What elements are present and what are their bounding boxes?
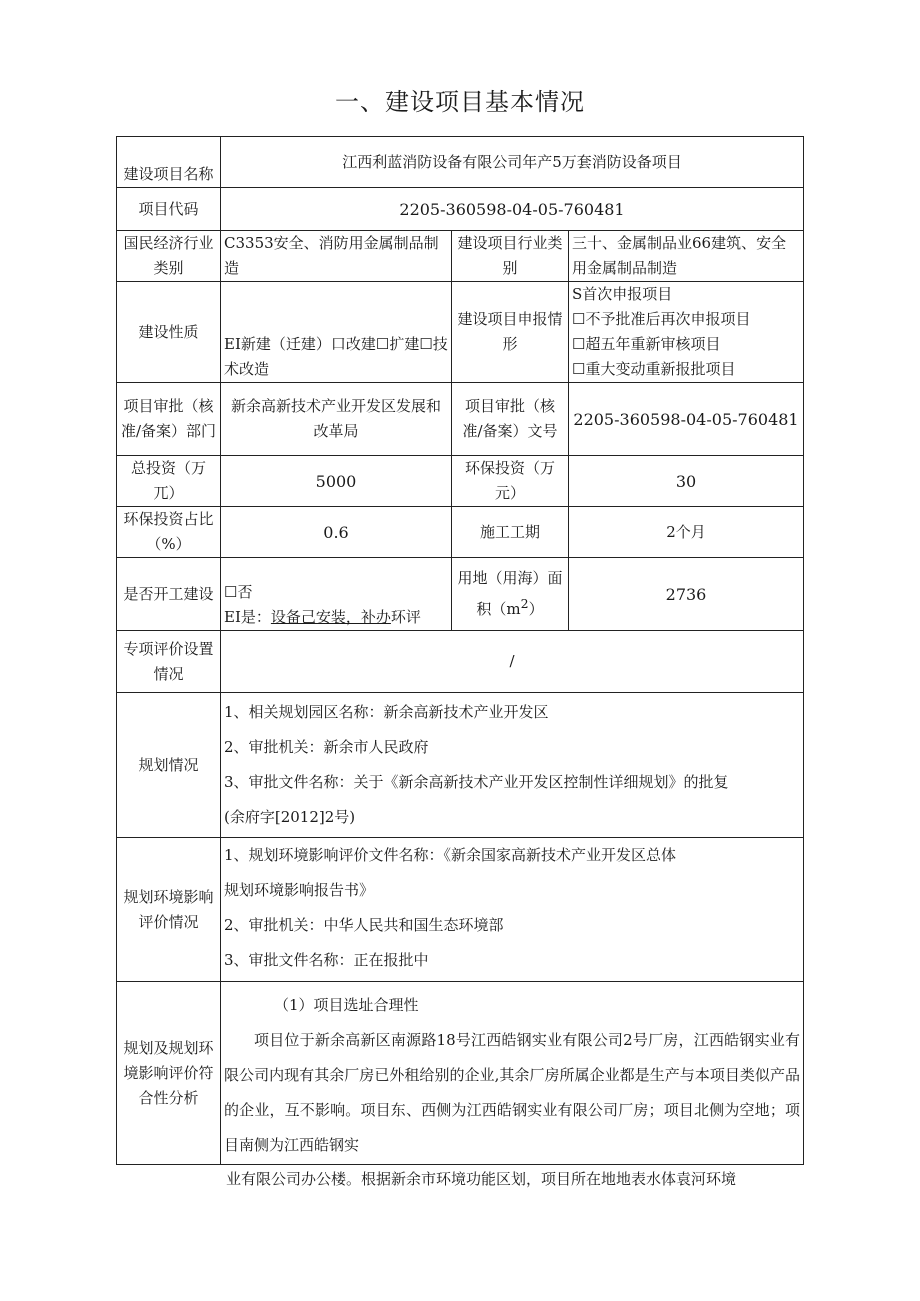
env-ratio-label: 环保投资占比（%）: [117, 507, 221, 558]
row-compliance: [117, 982, 804, 1165]
land-area-label-sup: 2: [520, 596, 529, 611]
planning-eia-label: 规划环境影响评价情况: [117, 838, 221, 982]
planning-eia-line: 1、规划环境影响评价文件名称：《新余国家高新技术产业开发区总体: [224, 846, 677, 864]
project-code-value: 2205-360598-04-05-760481: [221, 188, 804, 231]
approval-dept-label: 项目审批（核准/备案）部门: [117, 383, 221, 456]
planning-line: 1、相关规划园区名称：新余高新技术产业开发区: [224, 703, 549, 721]
planning-label: 规划情况: [117, 693, 221, 838]
land-area-label-main: 用地（用海）面积（m: [457, 569, 563, 618]
row-project-name: [117, 137, 804, 188]
project-name-label: 建设项目名称: [117, 137, 221, 188]
planning-eia-content: [221, 838, 804, 982]
declare-option-first: S首次申报项目: [572, 285, 673, 303]
construction-period-label: 施工工期: [452, 507, 569, 558]
declare-options: [569, 282, 804, 383]
declare-option-major-change: ☐重大变动重新报批项目: [572, 360, 736, 378]
compliance-label: 规划及规划环境影响评价符合性分析: [117, 982, 221, 1165]
planning-line: (余府字[2012]2号): [224, 808, 356, 826]
approval-no-value: 2205-360598-04-05-760481: [569, 383, 804, 456]
compliance-heading: （1）项目选址合理性: [274, 996, 419, 1014]
planning-eia-line: 2、审批机关：中华人民共和国生态环境部: [224, 916, 504, 934]
started-option-yes: [224, 605, 448, 630]
industry-category-label: 建设项目行业类别: [452, 231, 569, 282]
env-investment-value: 30: [569, 456, 804, 507]
row-industry: [117, 231, 804, 282]
row-planning-eia: [117, 838, 804, 982]
project-code-label: 项目代码: [117, 188, 221, 231]
page-title: 一、建设项目基本情况: [335, 88, 585, 116]
started-label: 是否开工建设: [117, 558, 221, 631]
approval-no-label: 项目审批（核准/备案）文号: [452, 383, 569, 456]
nature-options: EI新建（迁建）口改建☐扩建☐技术改造: [221, 282, 452, 383]
continuation-text: 业有限公司办公楼。根据新余市环境功能区划，项目所在地地表水体袁河环境: [226, 1170, 737, 1188]
project-info-table: [116, 136, 804, 1165]
started-yes-prefix: EI是：: [224, 608, 271, 626]
env-ratio-value: 0.6: [221, 507, 452, 558]
row-started: [117, 558, 804, 631]
total-investment-value: 5000: [221, 456, 452, 507]
env-investment-label: 环保投资（万元）: [452, 456, 569, 507]
planning-content: [221, 693, 804, 838]
row-approval: [117, 383, 804, 456]
project-name-value: 江西利蓝消防设备有限公司年产5万套消防设备项目: [221, 137, 804, 188]
land-area-label: [452, 558, 569, 631]
compliance-content: [221, 982, 804, 1165]
declare-option-five-years: ☐超五年重新审核项目: [572, 335, 721, 353]
row-nature: [117, 282, 804, 383]
planning-eia-line: 3、审批文件名称：正在报批中: [224, 951, 429, 969]
planning-eia-line: 规划环境影响报告书》: [224, 881, 375, 899]
row-special: [117, 631, 804, 693]
declare-option-resubmit: ☐不予批准后再次申报项目: [572, 310, 751, 328]
compliance-paragraph: 项目位于新余高新区南源路18号江西皓钢实业有限公司2号厂房，江西皓钢实业有限公司内现有其余厂房已外租给别的企业,其余厂房所属企业都是生产与本项目类似产品的企业，互不影响。项目东、西侧为江西皓钢实业有限公司厂房；项目北侧为空地；项目南侧为江西皓钢实: [224, 1031, 800, 1154]
row-investment: [117, 456, 804, 507]
land-area-value: 2736: [569, 558, 804, 631]
total-investment-label: 总投资（万兀）: [117, 456, 221, 507]
construction-period-value: 2个月: [569, 507, 804, 558]
special-eval-value: /: [221, 631, 804, 693]
declare-label: 建设项目申报情形: [452, 282, 569, 383]
planning-line: 3、审批文件名称：关于《新余高新技术产业开发区控制性详细规划》的批复: [224, 773, 729, 791]
row-project-code: [117, 188, 804, 231]
planning-line: 2、审批机关：新余市人民政府: [224, 738, 429, 756]
started-option-no: ☐否: [224, 583, 253, 601]
started-yes-detail: 设备己安装，补办: [270, 608, 391, 626]
industry-category-value: 三十、金属制品业66建筑、安全用金属制品制造: [569, 231, 804, 282]
land-area-label-end: ）: [528, 600, 544, 618]
started-yes-suffix: 环评: [390, 608, 421, 626]
approval-dept-value: 新余高新技术产业开发区发展和改革局: [221, 383, 452, 456]
started-options: [221, 558, 452, 631]
industry-value: C3353安全、消防用金属制品制造: [221, 231, 452, 282]
row-planning: [117, 693, 804, 838]
row-ratio: [117, 507, 804, 558]
nature-label: 建设性质: [117, 282, 221, 383]
special-eval-label: 专项评价设置情况: [117, 631, 221, 693]
industry-label: 国民经济行业类别: [117, 231, 221, 282]
